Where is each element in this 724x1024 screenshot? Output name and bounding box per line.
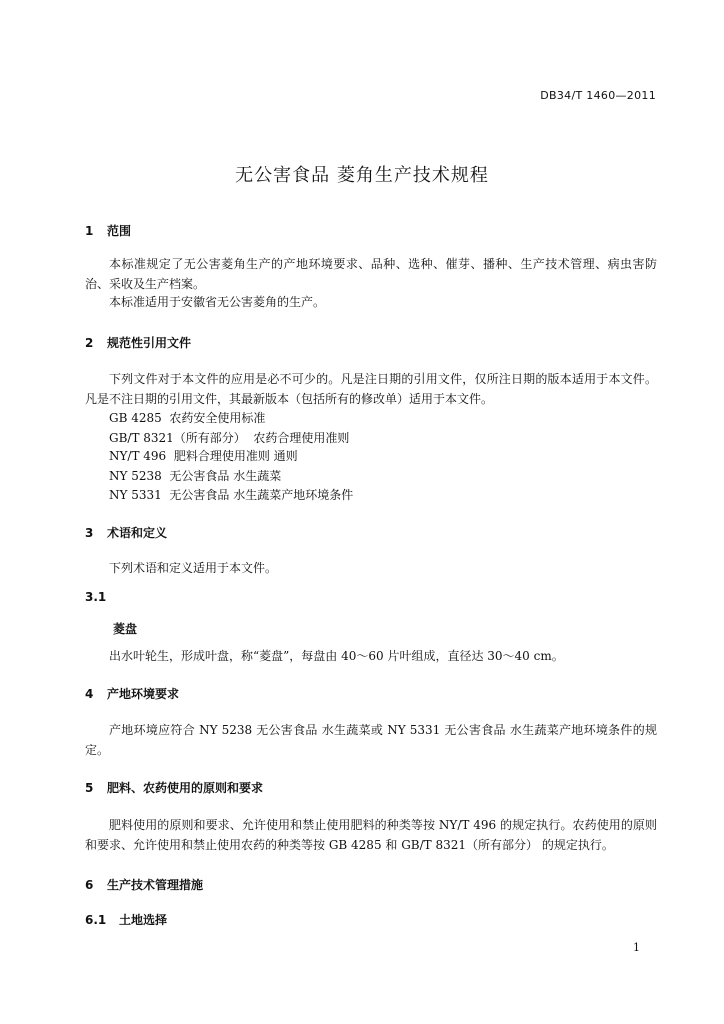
subsection-number: 6.1: [85, 913, 107, 927]
term-name: 菱盘: [113, 622, 138, 636]
section-1-heading: [85, 222, 131, 239]
subsection-6-1-heading: [85, 911, 167, 928]
section-4-heading: [85, 685, 179, 702]
section-6-heading: [85, 876, 203, 893]
section-1-paragraph-1: 本标准规定了无公害菱角生产的产地环境要求、品种、选种、催芽、播种、生产技术管理、病虫害防治、采收及生产档案。: [85, 257, 657, 291]
standard-code: DB34/T 1460—2011: [540, 89, 656, 102]
reference-item: GB/T 8321（所有部分） 农药合理使用准则: [109, 431, 350, 445]
section-2-paragraph-1: 下列文件对于本文件的应用是必不可少的。凡是注日期的引用文件，仅所注日期的版本适用于本文件。凡是不注日期的引用文件，其最新版本（包括所有的修改单）适用于本文件。: [85, 372, 657, 406]
section-number: 2: [85, 336, 94, 350]
section-title: 肥料、农药使用的原则和要求: [107, 781, 264, 795]
page-number: 1: [633, 941, 640, 954]
section-title: 生产技术管理措施: [107, 878, 204, 892]
section-title: 产地环境要求: [107, 687, 180, 701]
subsection-3-1-number: 3.1: [85, 590, 107, 604]
section-5-heading: [85, 779, 263, 796]
reference-item: NY 5238 无公害食品 水生蔬菜: [109, 469, 282, 483]
reference-item: NY 5331 无公害食品 水生蔬菜产地环境条件: [109, 488, 354, 502]
section-title: 规范性引用文件: [107, 336, 192, 350]
reference-item: GB 4285 农药安全使用标准: [109, 411, 266, 425]
section-title: 范围: [107, 224, 132, 238]
reference-item: NY/T 496 肥料合理使用准则 通则: [109, 449, 298, 463]
subsection-title: 土地选择: [119, 913, 168, 927]
section-number: 5: [85, 781, 94, 795]
section-number: 4: [85, 687, 94, 701]
section-5-paragraph-1: 肥料使用的原则和要求、允许使用和禁止使用肥料的种类等按 NY/T 496 的规定执行。农药使用的原则和要求、允许使用和禁止使用农药的种类等按 GB 4285 和 GB/T 8321（所有部分） 的规定执行。: [85, 818, 657, 852]
term-definition: 出水叶轮生，形成叶盘，称“菱盘”，每盘由 40～60 片叶组成，直径达 30～40 cm。: [109, 649, 564, 663]
document-title: 无公害食品 菱角生产技术规程: [235, 165, 489, 186]
section-2-heading: [85, 334, 191, 351]
section-3-heading: [85, 524, 167, 541]
section-4-paragraph-1: 产地环境应符合 NY 5238 无公害食品 水生蔬菜或 NY 5331 无公害食品 水生蔬菜产地环境条件的规定。: [85, 723, 657, 757]
section-1-paragraph-2: 本标准适用于安徽省无公害菱角的生产。: [109, 295, 326, 309]
section-number: 6: [85, 878, 94, 892]
section-number: 3: [85, 526, 94, 540]
section-3-paragraph-1: 下列术语和定义适用于本文件。: [109, 561, 278, 575]
section-title: 术语和定义: [107, 526, 168, 540]
section-number: 1: [85, 224, 94, 238]
